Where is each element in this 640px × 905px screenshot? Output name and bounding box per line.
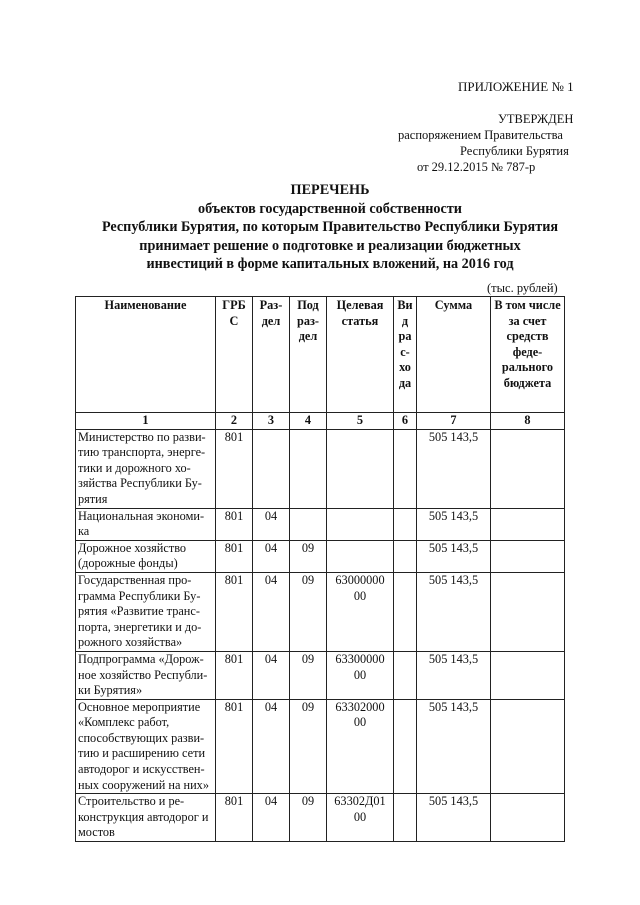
column-header: Сумма	[417, 297, 491, 413]
cell-name: Строительство и ре-конструкция автодорог и мостов	[76, 794, 216, 842]
cell-amount: 505 143,5	[417, 572, 491, 651]
cell-name: Подпрограмма «Дорож-ное хозяйство Республи-ки Бурятия»	[76, 651, 216, 699]
cell-expense-type	[394, 508, 417, 540]
cell-section: 04	[253, 699, 290, 794]
cell-target-article: 63000000 00	[327, 572, 394, 651]
column-header: Под раз-дел	[290, 297, 327, 413]
cell-federal	[491, 651, 565, 699]
column-header: ГРБ С	[216, 297, 253, 413]
cell-federal	[491, 572, 565, 651]
approved-date-line: от 29.12.2015 № 787-р	[417, 160, 536, 174]
cell-target-article	[327, 429, 394, 508]
column-header: Ви д ра с-хо да	[394, 297, 417, 413]
cell-subsection: 09	[290, 540, 327, 572]
cell-amount: 505 143,5	[417, 508, 491, 540]
cell-name: Основное мероприятие «Комплекс работ, способствующих разви-тию и расширению сети автодорог и искусствен-ных сооружений на них»	[76, 699, 216, 794]
cell-section: 04	[253, 540, 290, 572]
cell-target-article: 63302Д01 00	[327, 794, 394, 842]
cell-expense-type	[394, 572, 417, 651]
cell-name: Дорожное хозяйство (дорожные фонды)	[76, 540, 216, 572]
cell-target-article: 63300000 00	[327, 651, 394, 699]
cell-amount: 505 143,5	[417, 540, 491, 572]
cell-subsection	[290, 429, 327, 508]
cell-subsection: 09	[290, 794, 327, 842]
cell-federal	[491, 699, 565, 794]
column-header: В том числе за счет средств феде-рального бюджета	[491, 297, 565, 413]
cell-expense-type	[394, 540, 417, 572]
table-row	[76, 429, 565, 508]
cell-federal	[491, 540, 565, 572]
column-number: 7	[417, 413, 491, 430]
cell-federal	[491, 429, 565, 508]
column-header: Целевая статья	[327, 297, 394, 413]
column-number: 2	[216, 413, 253, 430]
table-row	[76, 699, 565, 794]
column-header: Наименование	[76, 297, 216, 413]
cell-expense-type	[394, 651, 417, 699]
cell-target-article	[327, 540, 394, 572]
cell-amount: 505 143,5	[417, 794, 491, 842]
column-number: 8	[491, 413, 565, 430]
cell-grbs: 801	[216, 508, 253, 540]
column-number: 5	[327, 413, 394, 430]
approved-line: распоряжением Правительства	[398, 128, 563, 142]
cell-name: Национальная экономи-ка	[76, 508, 216, 540]
cell-federal	[491, 508, 565, 540]
document-title	[60, 181, 600, 274]
cell-name: Министерство по разви-тию транспорта, энерге-тики и дорожного хо-зяйства Республики Бу-рятия	[76, 429, 216, 508]
column-number: 4	[290, 413, 327, 430]
cell-expense-type	[394, 699, 417, 794]
cell-target-article	[327, 508, 394, 540]
table-row	[76, 508, 565, 540]
cell-subsection: 09	[290, 572, 327, 651]
cell-amount: 505 143,5	[417, 429, 491, 508]
cell-amount: 505 143,5	[417, 699, 491, 794]
cell-grbs: 801	[216, 699, 253, 794]
table-row	[76, 572, 565, 651]
cell-subsection: 09	[290, 699, 327, 794]
table-row	[76, 540, 565, 572]
title-line: Республики Бурятия, по которым Правительство Республики Бурятия	[101, 219, 559, 235]
approved-line: УТВЕРЖДЕН	[498, 112, 574, 126]
cell-section: 04	[253, 794, 290, 842]
column-number: 3	[253, 413, 290, 430]
title-line: принимает решение о подготовке и реализации бюджетных	[139, 237, 521, 254]
title-line: ПЕРЕЧЕНЬ	[290, 182, 370, 198]
cell-section: 04	[253, 651, 290, 699]
annex-label: ПРИЛОЖЕНИЕ № 1	[458, 79, 574, 94]
table-header-row	[76, 297, 565, 413]
cell-federal	[491, 794, 565, 842]
cell-target-article: 63302000 00	[327, 699, 394, 794]
column-header: Раз-дел	[253, 297, 290, 413]
cell-amount: 505 143,5	[417, 651, 491, 699]
cell-section: 04	[253, 508, 290, 540]
title-line: объектов государственной собственности	[198, 200, 462, 217]
cell-expense-type	[394, 794, 417, 842]
cell-grbs: 801	[216, 429, 253, 508]
cell-section: 04	[253, 572, 290, 651]
table-row	[76, 651, 565, 699]
cell-grbs: 801	[216, 794, 253, 842]
cell-grbs: 801	[216, 572, 253, 651]
cell-subsection	[290, 508, 327, 540]
column-number: 1	[76, 413, 216, 430]
column-number: 6	[394, 413, 417, 430]
column-number-row	[76, 413, 565, 430]
cell-grbs: 801	[216, 540, 253, 572]
cell-expense-type	[394, 429, 417, 508]
cell-section	[253, 429, 290, 508]
units-label: (тыс. рублей)	[487, 281, 558, 295]
cell-name: Государственная про-грамма Республики Бу-рятия «Развитие транс-порта, энергетики и до-рожного хозяйства»	[76, 572, 216, 651]
objects-table	[75, 296, 565, 842]
title-line: инвестиций в форме капитальных вложений, на 2016 год	[146, 256, 514, 272]
cell-grbs: 801	[216, 651, 253, 699]
table-row	[76, 794, 565, 842]
cell-subsection: 09	[290, 651, 327, 699]
approved-line: Республики Бурятия	[460, 144, 569, 158]
